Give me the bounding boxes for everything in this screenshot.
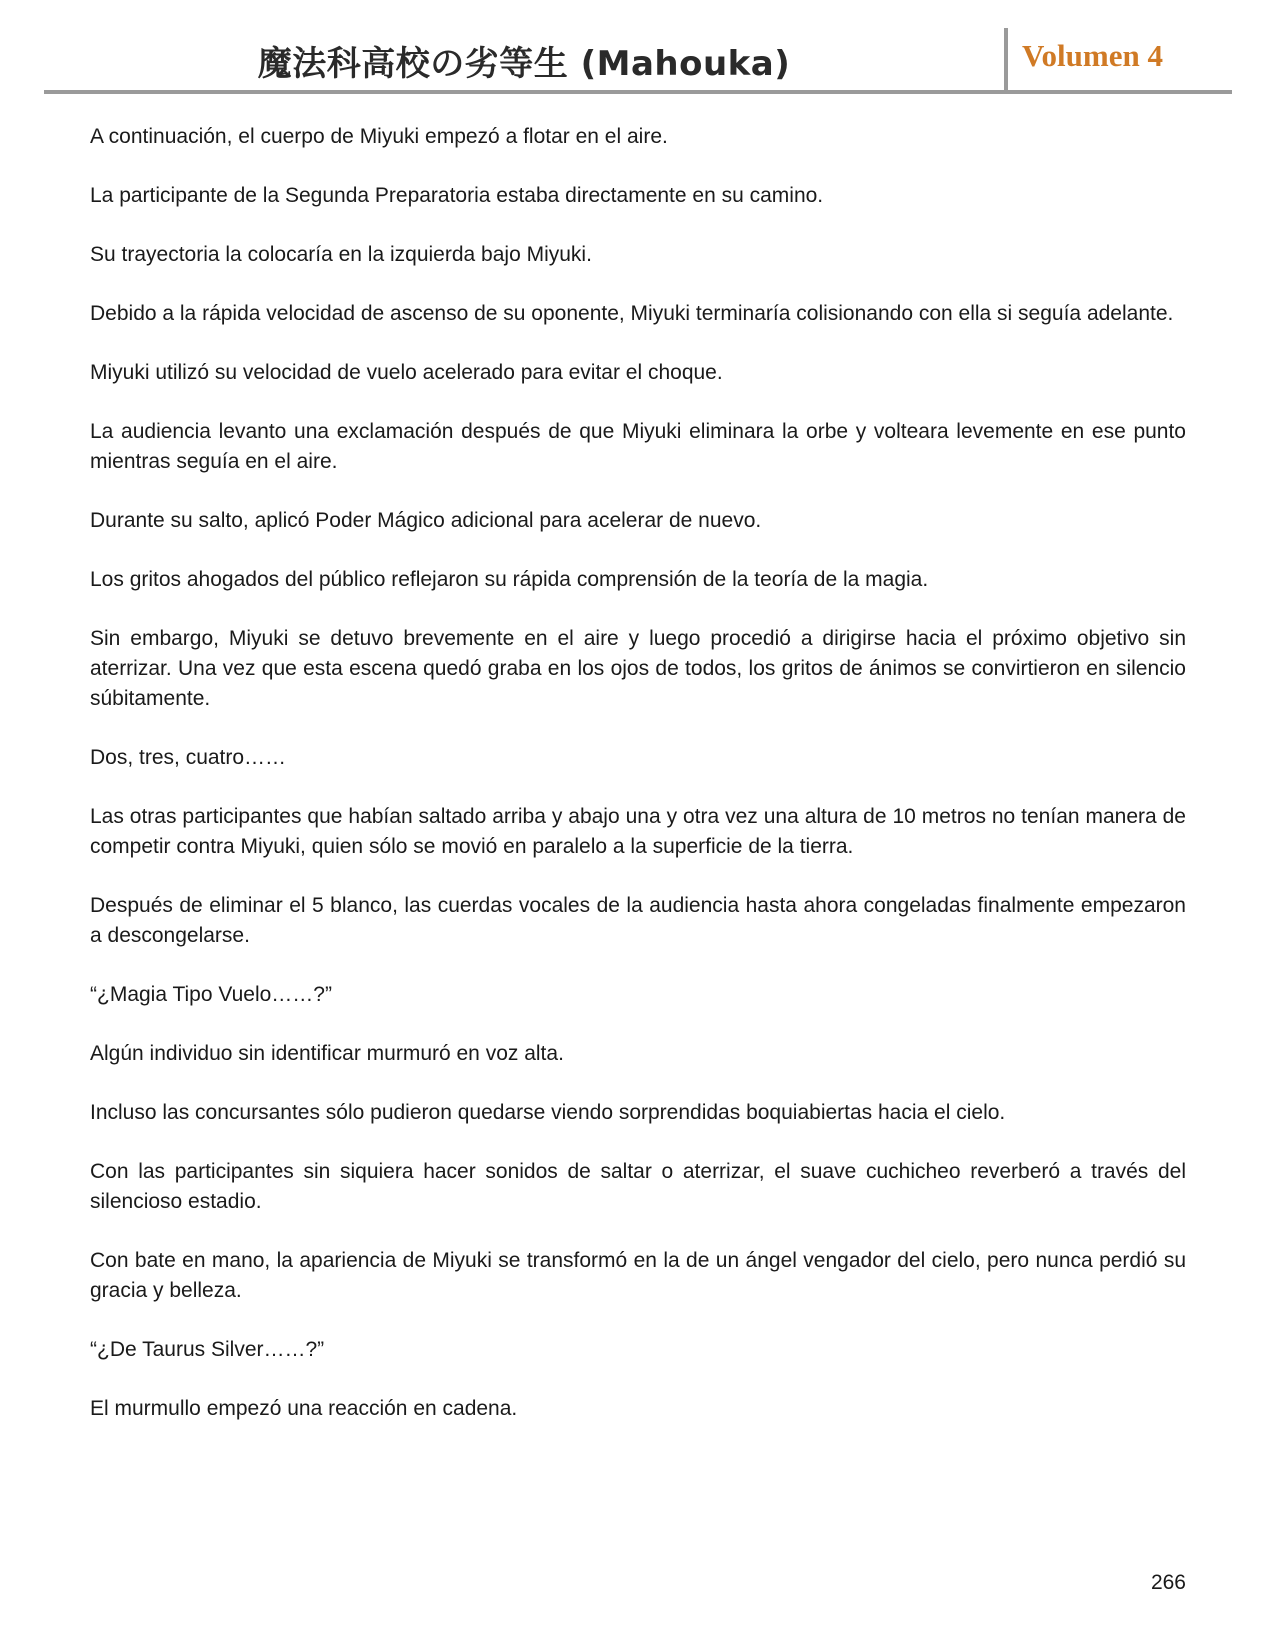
paragraph: Algún individuo sin identificar murmuró en voz alta. [90,1042,564,1065]
paragraph: El murmullo empezó una reacción en cadena. [90,1397,518,1420]
paragraph: Su trayectoria la colocaría en la izquierda bajo Miyuki. [90,243,592,266]
paragraph: Con bate en mano, la apariencia de Miyuki se transformó en la de un ángel vengador del cielo, pero nunca perdió su gracia y belleza. [90,1249,1186,1302]
paragraph: Dos, tres, cuatro…… [90,746,287,769]
page-number: 266 [1150,1571,1186,1594]
paragraph: “¿De Taurus Silver……?” [90,1338,325,1361]
page-header [44,26,1232,94]
paragraph: Los gritos ahogados del público reflejaron su rápida comprensión de la teoría de la magia. [90,568,929,591]
body-text [90,122,1186,1453]
paragraph: Incluso las concursantes sólo pudieron quedarse viendo sorprendidas boquiabiertas hacia el cielo. [90,1101,1006,1124]
paragraph: La participante de la Segunda Preparatoria estaba directamente en su camino. [90,184,824,207]
paragraph: A continuación, el cuerpo de Miyuki empezó a flotar en el aire. [90,125,668,148]
paragraph: Después de eliminar el 5 blanco, las cuerdas vocales de la audiencia hasta ahora congeladas finalmente empezaron a descongelarse. [90,894,1186,947]
paragraph: Debido a la rápida velocidad de ascenso de su oponente, Miyuki terminaría colisionando con ella si seguía adelante. [90,302,1174,325]
header-title: 魔法科高校の劣等生 (Mahouka) [257,44,791,84]
paragraph: Durante su salto, aplicó Poder Mágico adicional para acelerar de nuevo. [90,509,762,532]
paragraph: Las otras participantes que habían saltado arriba y abajo una y otra vez una altura de 10 metros no tenían manera de competir contra Miyuki, quien sólo se movió en paralelo a la superficie de la tierra. [90,805,1186,858]
paragraph: “¿Magia Tipo Vuelo……?” [90,983,332,1006]
paragraph: Sin embargo, Miyuki se detuvo brevemente en el aire y luego procedió a dirigirse hacia el próximo objetivo sin aterrizar. Una vez que esta escena quedó graba en los ojos de todos, los gritos de ánimos se convirtieron en silencio súbitamente. [90,627,1186,710]
paragraph: La audiencia levanto una exclamación después de que Miyuki eliminara la orbe y volteara levemente en ese punto mientras seguía en el aire. [90,420,1186,473]
header-divider [1004,28,1008,90]
header-rule [44,90,1232,94]
paragraph: Miyuki utilizó su velocidad de vuelo acelerado para evitar el choque. [90,361,723,384]
header-volume: Volumen 4 [1022,38,1163,73]
paragraph: Con las participantes sin siquiera hacer sonidos de saltar o aterrizar, el suave cuchicheo reverberó a través del silencioso estadio. [90,1160,1186,1213]
